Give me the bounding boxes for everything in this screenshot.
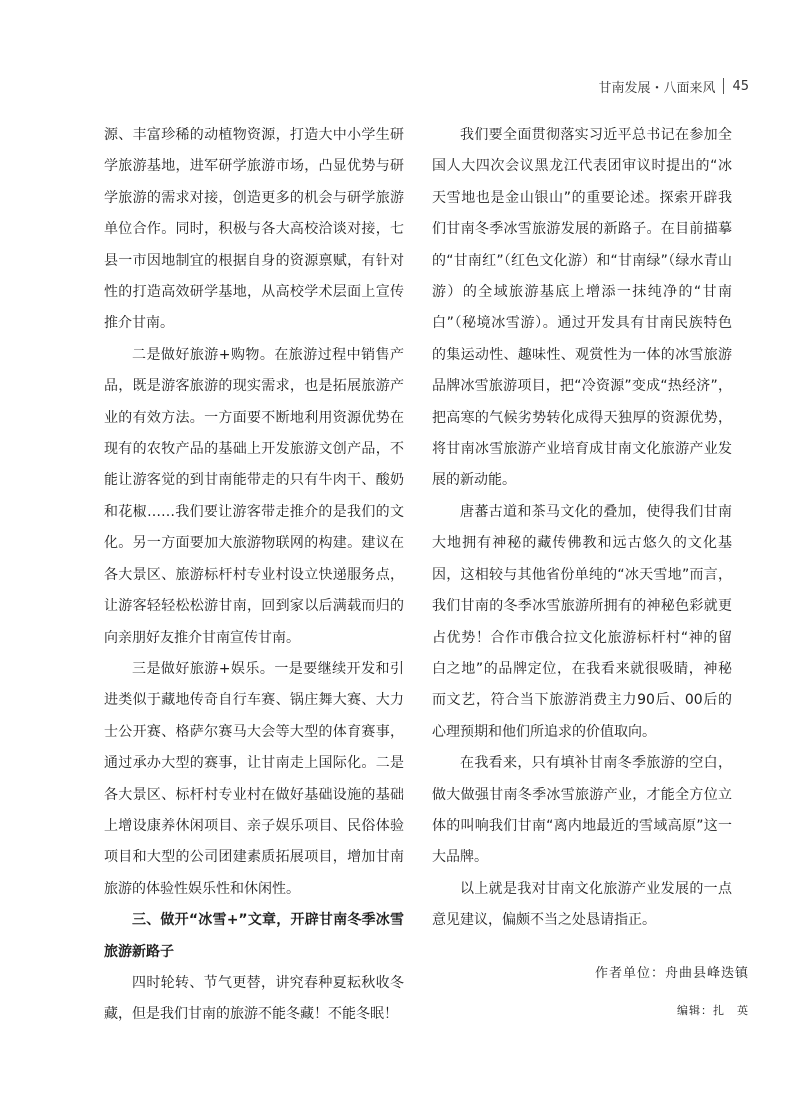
paragraph: 唐蕃古道和茶马文化的叠加，使得我们甘南大地拥有神秘的藏传佛教和远古悠久的文化基因，这相较与其他省份单纯的“冰天雪地”而言，我们甘南的冬季冰雪旅游所拥有的神秘色彩就更占优势！合作市俄合拉文化旅游标杆村“神的留白之地”的品牌定位，在我看来就很吸睛，神秘而文艺，符合当下旅游消费主力90后、00后的心理预期和他们所追求的价值取向。 — [432, 503, 732, 740]
header-divider — [723, 78, 724, 94]
section-title: 甘南发展・八面来风 — [598, 80, 716, 96]
paragraph: 我们要全面贯彻落实习近平总书记在参加全国人大四次会议黑龙江代表团审议时提出的“冰天雪地也是金山银山”的重要论述。探索开辟我们甘南冬季冰雪旅游发展的新路子。在目前描摹的“甘南红”（红色文化游）和“甘南绿”（绿水青山游）的全域旅游基底上增添一抹纯净的“甘南白”（秘境冰雪游）。通过开发具有甘南民族特色的集运动性、趣味性、观赏性为一体的冰雪旅游品牌冰雪旅游项目，把“冷资源”变成“热经济”，把高寒的气候劣势转化成得天独厚的资源优势，将甘南冰雪旅游产业培育成甘南文化旅游产业发展的新动能。 — [432, 127, 732, 489]
paragraph: 在我看来，只有填补甘南冬季旅游的空白，做大做强甘南冬季冰雪旅游产业，才能全方位立体的叫响我们甘南“离内地最近的雪域高原”这一大品牌。 — [432, 755, 732, 866]
editor-credit: 编辑：扎 英 — [677, 1004, 749, 1017]
paragraph: 以上就是我对甘南文化旅游产业发展的一点意见建议，偏颇不当之处恳请指正。 — [432, 880, 732, 929]
page-number: 45 — [732, 78, 749, 94]
section-heading: 三、做开“冰雪+”文章，开辟甘南冬季冰雪旅游新路子 — [104, 912, 404, 960]
author-affiliation: 作者单位：舟曲县峰迭镇 — [594, 966, 749, 981]
paragraph: 三是做好旅游+娱乐。一是要继续开发和引进类似于藏地传奇自行车赛、锅庄舞大赛、大力士公开赛、格萨尔赛马大会等大型的体育赛事，通过承办大型的赛事，让甘南走上国际化。二是各大景区、标杆村专业村在做好基础设施的基础上增设康养休闲项目、亲子娱乐项目、民俗体验项目和大型的公司团建素质拓展项目，增加甘南旅游的体验性娱乐性和休闲性。 — [104, 660, 404, 897]
paragraph: 二是做好旅游+购物。在旅游过程中销售产品，既是游客旅游的现实需求，也是拓展旅游产业的有效方法。一方面要不断地利用资源优势在现有的农牧产品的基础上开发旅游文创产品，不能让游客觉的到甘南能带走的只有牛肉干、酸奶和花椒……我们要让游客带走推介的是我们的文化。另一方面要加大旅游物联网的构建。建议在各大景区、旅游标杆村专业村设立快递服务点，让游客轻轻松松游甘南，回到家以后满载而归的向亲朋好友推介甘南宣传甘南。 — [104, 346, 404, 646]
running-header — [598, 74, 749, 98]
paragraph: 四时轮转、节气更替，讲究春种夏耘秋收冬藏，但是我们甘南的旅游不能冬藏！不能冬眠！ — [104, 974, 404, 1023]
paragraph: 源、丰富珍稀的动植物资源，打造大中小学生研学旅游基地，进军研学旅游市场，凸显优势与研学旅游的需求对接，创造更多的机会与研学旅游单位合作。同时，积极与各大高校洽谈对接，七县一市因地制宜的根据自身的资源禀赋，有针对性的打造高效研学基地，从高校学术层面上宣传推介甘南。 — [104, 127, 404, 332]
left-column — [104, 120, 404, 1031]
right-column — [432, 120, 732, 937]
